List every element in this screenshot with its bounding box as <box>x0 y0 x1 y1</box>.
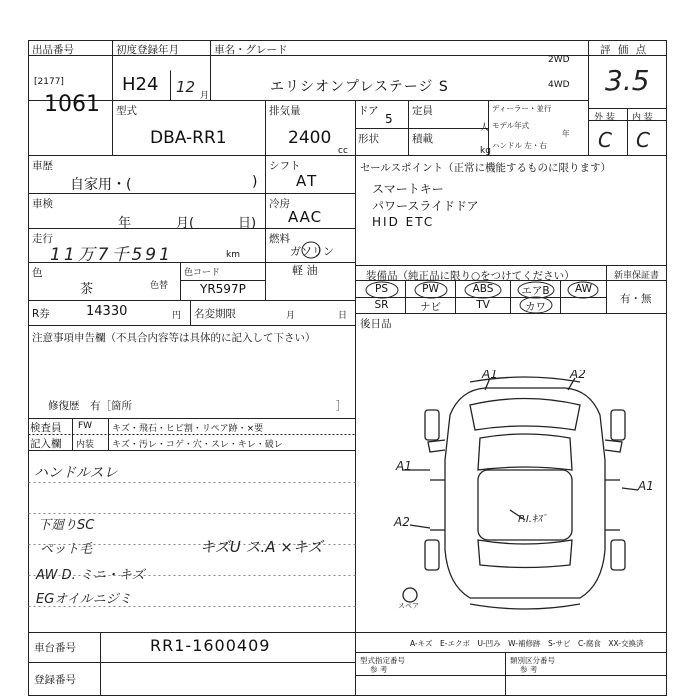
diagram-label: P.I.ｷｽﾞ <box>518 514 547 525</box>
equip-ps: PS <box>375 283 388 295</box>
exterior-grade: C <box>598 128 612 152</box>
first-reg-era: H24 <box>122 74 159 95</box>
dealer-label: ディーラー・並行 <box>492 104 552 113</box>
name-change-month: 月 <box>286 311 296 321</box>
class-no-ref: 参 考 <box>520 665 538 674</box>
fw-label: FW <box>78 421 93 431</box>
diagram-label: A1 <box>638 479 654 493</box>
model-year-unit: 年 <box>562 129 570 138</box>
exterior-label: 外 装 <box>594 113 615 123</box>
reg-no-label: 登録番号 <box>34 674 76 686</box>
color-swap-label: 色替 <box>150 281 169 291</box>
handwritten-note: 下廻りSC <box>38 518 95 533</box>
shape-label: 形状 <box>358 133 379 145</box>
first-reg-month-unit: 月 <box>200 91 210 101</box>
diagram-label: A1 <box>482 370 498 381</box>
load-unit: kg <box>480 146 491 156</box>
shift-value: AT <box>296 172 319 190</box>
repair-history-close: ］ <box>336 400 347 412</box>
interior-items: キズ・汚レ・コゲ・穴・スレ・キレ・破レ <box>112 440 283 450</box>
displacement-label: 排気量 <box>269 105 301 117</box>
score-label: 評 価 点 <box>600 44 649 56</box>
recycle-label: R券 <box>32 308 50 320</box>
name-change-day: 日 <box>338 311 348 321</box>
drive-2wd: 2WD <box>548 55 570 65</box>
equip-abs: ABS <box>472 283 494 295</box>
type-designation-label: 型式指定番号 <box>360 656 405 665</box>
fw-items: キズ・飛石・ヒビ割・リペア跡・×要 <box>112 424 264 434</box>
color-code-label: 色コード <box>184 268 221 278</box>
load-label: 積載 <box>412 133 433 145</box>
interior-check-label: 内装 <box>76 440 95 450</box>
sales-item: HID ETC <box>372 215 435 229</box>
car-name: エリシオンプレステージ S <box>270 79 449 95</box>
new-warranty-value: 有・無 <box>620 293 652 305</box>
history-label: 車歴 <box>32 160 53 172</box>
equip-tv: TV <box>476 299 490 311</box>
model-label: 型式 <box>116 105 137 117</box>
car-label: 車名・グレード <box>214 44 288 56</box>
new-warranty-label: 新車保証書 <box>614 271 660 281</box>
model-year-label: モデル年式 <box>492 121 530 130</box>
interior-grade: C <box>636 128 650 152</box>
equip-navi: ナビ <box>420 301 441 313</box>
first-reg-label: 初度登録年月 <box>116 44 179 56</box>
color-code: YR597P <box>200 282 246 296</box>
sales-item: スマートキー <box>372 182 444 196</box>
first-reg-month: 12 <box>176 78 196 96</box>
doors-label: ドア <box>358 105 379 117</box>
recycle-value: 14330 <box>86 304 128 319</box>
interior-label: 内 装 <box>632 113 653 123</box>
sales-item: パワースライドドア <box>372 199 479 213</box>
lot-code: [2177] <box>34 77 64 87</box>
history-value: 自家用・( <box>70 177 132 193</box>
handwritten-note: AW D. ミニ・キズ <box>36 568 145 583</box>
diagram-label: A2 <box>394 515 410 529</box>
handwritten-note: キズU ス.A ×キズ <box>200 538 323 556</box>
handwritten-note: ハンドルスレ <box>34 465 118 481</box>
mileage-value: 11万7千591 <box>50 245 173 265</box>
capacity-label: 定員 <box>412 105 433 117</box>
capacity-unit: 人 <box>480 123 490 133</box>
fuel-gas: ガソリン <box>290 245 334 258</box>
doors-value: 5 <box>385 112 393 126</box>
handwritten-note: EGオイルニジミ <box>36 592 132 607</box>
model-value: DBA-RR1 <box>150 128 227 148</box>
displacement-value: 2400 <box>288 128 332 148</box>
fuel-diesel: 軽 油 <box>292 264 318 277</box>
inspection-day: 日) <box>238 216 257 231</box>
equip-pw: PW <box>422 283 439 295</box>
ac-label: 冷房 <box>269 198 290 210</box>
displacement-unit: cc <box>338 146 348 156</box>
lot-number: 1061 <box>44 92 100 117</box>
handwritten-note: ペット毛 <box>40 542 93 557</box>
car-damage-diagram <box>390 370 660 610</box>
handle-label: ハンドル 左・右 <box>492 141 547 150</box>
chassis-label: 車台番号 <box>34 642 76 654</box>
repair-history: 修復歴 有［箇所 <box>48 400 132 412</box>
mileage-label: 走行 <box>32 233 53 245</box>
inspection-month: 月( <box>176 216 195 231</box>
color-value: 茶 <box>80 282 94 297</box>
name-change-label: 名変期限 <box>194 308 236 320</box>
inspection-year: 年 <box>118 216 132 231</box>
diagram-label: A2 <box>570 370 586 381</box>
class-no-label: 類別区分番号 <box>510 656 555 665</box>
ac-value: AAC <box>288 208 323 226</box>
lot-label: 出品番号 <box>32 44 74 56</box>
color-label: 色 <box>32 267 43 279</box>
type-designation-ref: 参 考 <box>370 665 388 674</box>
diagram-label: スペア <box>398 602 419 610</box>
equipment-label: 装備品（純正品に限り○をつけてください） <box>366 270 575 282</box>
sales-label: セールスポイント（正常に機能するものに限ります） <box>360 162 612 174</box>
mileage-unit: km <box>226 250 240 260</box>
inspector-label-1: 検査員 <box>30 422 62 434</box>
back-seat-label: 後日品 <box>360 318 392 330</box>
damage-legend: A-キズ E-エクボ U-凹み W-補修跡 S-サビ C-腐食 XX-交換済 <box>410 639 644 648</box>
fuel-circle-mark <box>300 240 322 260</box>
recycle-unit: 円 <box>172 311 182 321</box>
equip-aw: AW <box>575 283 592 295</box>
notes-label: 注意事項申告欄（不具合内容等は具体的に記入して下さい） <box>32 332 316 344</box>
fuel-label: 燃料 <box>269 233 290 245</box>
history-close: ) <box>252 174 258 190</box>
inspector-label-2: 記入欄 <box>30 438 62 450</box>
drive-4wd: 4WD <box>548 80 570 90</box>
equip-sr: SR <box>374 299 389 311</box>
diagram-label: A1 <box>396 459 412 473</box>
shift-label: シフト <box>269 160 301 172</box>
equip-leather: カワ <box>525 301 546 313</box>
equip-airbag: エアB <box>521 285 550 297</box>
inspection-label: 車検 <box>32 198 53 210</box>
score-value: 3.5 <box>605 64 650 97</box>
chassis-value: RR1-1600409 <box>150 636 271 655</box>
equipment-circle-marks <box>358 280 608 314</box>
